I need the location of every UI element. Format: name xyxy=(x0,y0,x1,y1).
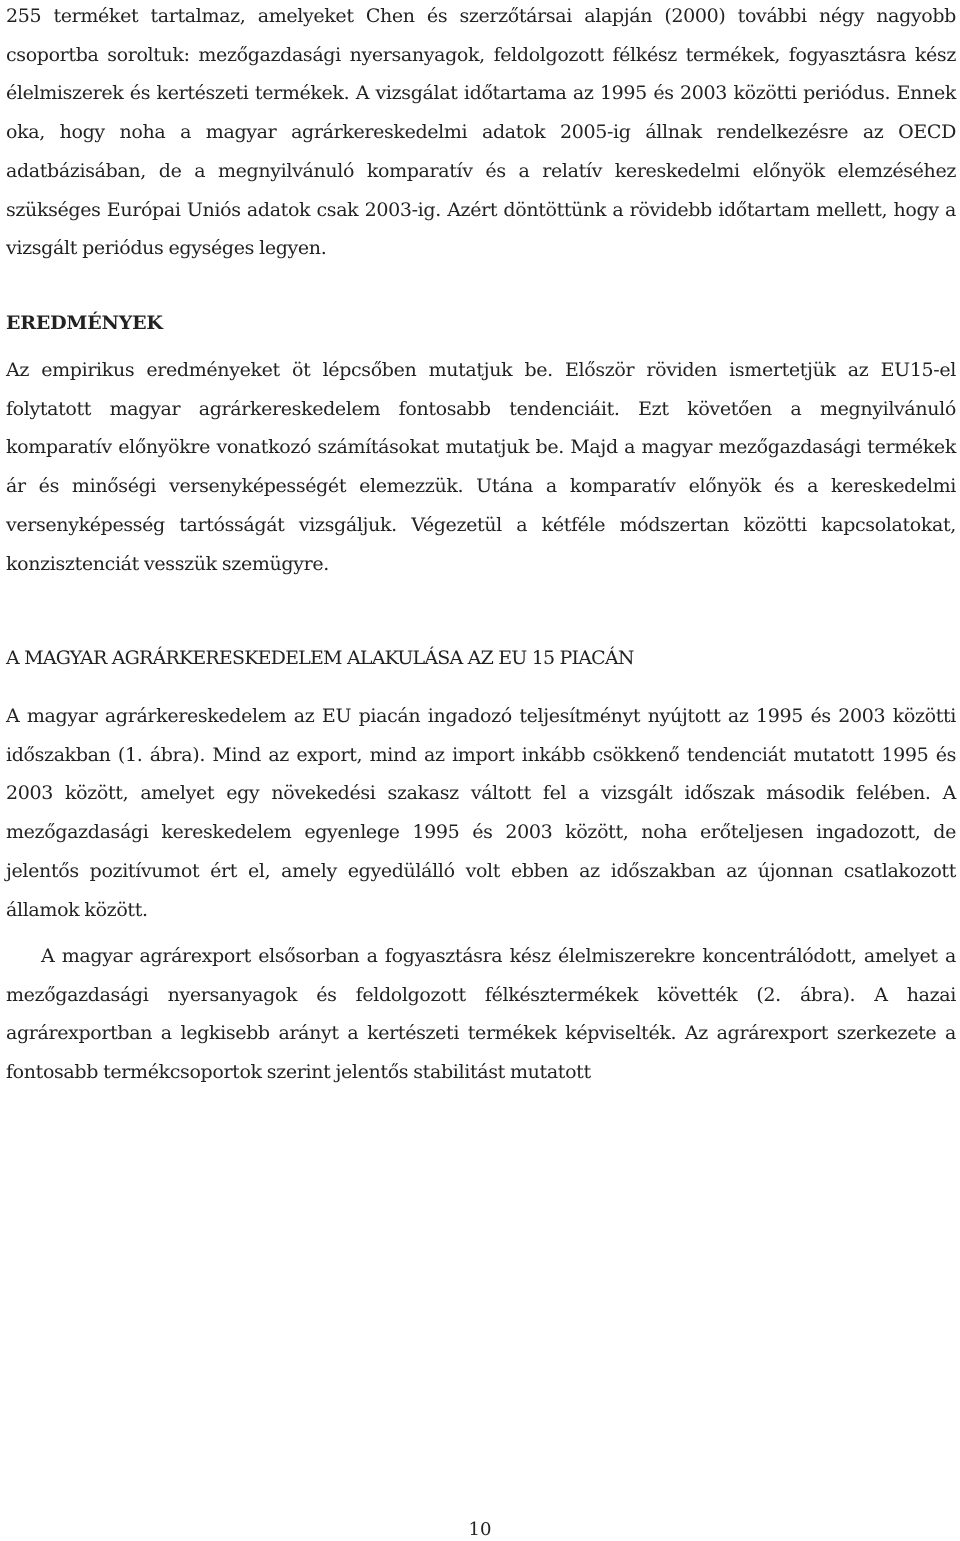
results-heading: EREDMÉNYEK xyxy=(6,312,163,334)
page-number: 10 xyxy=(468,1519,492,1540)
section-heading: A MAGYAR AGRÁRKERESKEDELEM ALAKULÁSA AZ EU 15 PIACÁN xyxy=(6,647,634,669)
export-paragraph: A magyar agrárexport elsősorban a fogyasztásra kész élelmiszerekre koncentrálódott, amelyet a mezőgazdasági nyersanyagok és feldolgozott félkésztermékek követték (2. ábra). A hazai agrárexportban a legkisebb arányt a kertészeti termékek képviselték. Az agrárexport szerkezete a fontosabb termékcsoportok szerint jelentős stabilitást mutatott xyxy=(6,945,956,1084)
results-paragraph: Az empirikus eredményeket öt lépcsőben mutatjuk be. Először röviden ismertetjük az EU15-el folytatott magyar agrárkereskedelem fontosabb tendenciáit. Ezt követően a megnyilvánuló komparatív előnyökre vonatkozó számításokat mutatjuk be. Majd a magyar mezőgazdasági termékek ár és minőségi versenyképességét elemezzük. Utána a komparatív előnyök és a kereskedelmi versenyképesség tartósságát vizsgáljuk. Végezetül a kétféle módszertan közötti kapcsolatokat, konzisztenciát vesszük szemügyre. xyxy=(6,359,956,575)
intro-paragraph: 255 terméket tartalmaz, amelyeket Chen és szerzőtársai alapján (2000) további négy nagyobb csoportba soroltuk: mezőgazdasági nyersanyagok, feldolgozott félkész termékek, fogyasztásra kész élelmiszerek és kertészeti termékek. A vizsgálat időtartama az 1995 és 2003 közötti periódus. Ennek oka, hogy noha a magyar agrárkereskedelmi adatok 2005-ig állnak rendelkezésre az OECD adatbázisában, de a megnyilvánuló komparatív és a relatív kereskedelmi előnyök elemzéséhez szükséges Európai Uniós adatok csak 2003-ig. Azért döntöttünk a rövidebb időtartam mellett, hogy a vizsgált periódus egységes legyen. xyxy=(6,5,956,260)
trade-paragraph: A magyar agrárkereskedelem az EU piacán ingadozó teljesítményt nyújtott az 1995 és 2003 közötti időszakban (1. ábra). Mind az export, mind az import inkább csökkenő tendenciát mutatott 1995 és 2003 között, amelyet egy növekedési szakasz váltott fel a vizsgált időszak második felében. A mezőgazdasági kereskedelem egyenlege 1995 és 2003 között, noha erőteljesen ingadozott, de jelentős pozitívumot ért el, amely egyedülálló volt ebben az időszakban az újonnan csatlakozott államok között. xyxy=(6,705,956,921)
